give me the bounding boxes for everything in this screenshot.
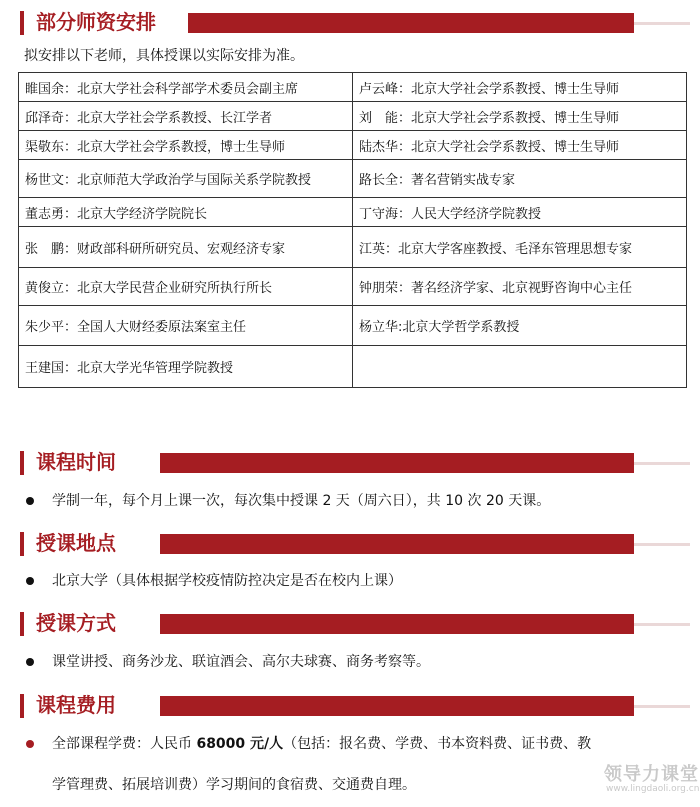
faculty-cell: 睢国余：北京大学社会科学部学术委员会副主席 (19, 73, 353, 102)
section-title: 部分师资安排 (36, 10, 156, 34)
faculty-cell: 渠敬东：北京大学社会学系教授，博士生导师 (19, 131, 353, 160)
table-row (19, 306, 687, 346)
faculty-cell: 朱少平：全国人大财经委原法案室主任 (19, 306, 353, 346)
accent-bar (20, 694, 24, 718)
faculty-cell: 陆杰华：北京大学社会学系教授、博士生导师 (353, 131, 687, 160)
bullet-dot (26, 740, 34, 748)
header-stripe (160, 696, 634, 716)
table-row (19, 346, 687, 388)
table-row (19, 160, 687, 198)
section-header-schedule (0, 446, 700, 478)
faculty-cell: 钟朋荣：著名经济学家、北京视野咨询中心主任 (353, 268, 687, 306)
header-stripe (188, 13, 634, 33)
table-row (19, 268, 687, 306)
table-row (19, 73, 687, 102)
section-title: 授课地点 (36, 531, 116, 555)
header-stripe-tail (634, 22, 690, 25)
watermark-url: www.lingdaoli.org.cn (606, 784, 700, 794)
section-header-faculty (0, 6, 700, 38)
table-row (19, 198, 687, 227)
faculty-cell: 刘 能：北京大学社会学系教授、博士生导师 (353, 102, 687, 131)
accent-bar (20, 612, 24, 636)
fee-text-line2: 学管理费、拓展培训费）学习期间的食宿费、交通费自理。 (52, 777, 416, 793)
faculty-cell (353, 346, 687, 388)
section-header-format (0, 607, 700, 639)
faculty-cell: 丁守海：人民大学经济学院教授 (353, 198, 687, 227)
header-stripe-tail (634, 705, 690, 708)
faculty-cell: 董志勇：北京大学经济学院院长 (19, 198, 353, 227)
faculty-cell: 王建国：北京大学光华管理学院教授 (19, 346, 353, 388)
accent-bar (20, 532, 24, 556)
faculty-intro: 拟安排以下老师，具体授课以实际安排为准。 (24, 48, 304, 64)
fee-amount: 68000 元/人 (196, 736, 284, 752)
faculty-table (18, 72, 687, 388)
bullet-dot (26, 658, 34, 666)
header-stripe-tail (634, 462, 690, 465)
section-header-fee (0, 689, 700, 721)
faculty-cell: 卢云峰：北京大学社会学系教授、博士生导师 (353, 73, 687, 102)
table-row (19, 131, 687, 160)
bullet-dot (26, 577, 34, 585)
header-stripe-tail (634, 543, 690, 546)
watermark-logo (604, 760, 700, 802)
table-row (19, 102, 687, 131)
header-stripe-tail (634, 623, 690, 626)
accent-bar (20, 451, 24, 475)
table-row (19, 227, 687, 268)
format-text: 课堂讲授、商务沙龙、联谊酒会、高尔夫球赛、商务考察等。 (52, 654, 430, 670)
section-title: 授课方式 (36, 611, 116, 635)
header-stripe (160, 614, 634, 634)
section-title: 课程费用 (36, 693, 116, 717)
section-title: 课程时间 (36, 450, 116, 474)
fee-prefix: 全部课程学费：人民币 (52, 736, 197, 752)
faculty-cell: 杨立华:北京大学哲学系教授 (353, 306, 687, 346)
fee-suffix: （包括：报名费、学费、书本资料费、证书费、教 (283, 736, 592, 752)
header-stripe (160, 534, 634, 554)
fee-text (52, 734, 591, 754)
bullet-dot (26, 497, 34, 505)
section-header-location (0, 527, 700, 559)
watermark-text: 领导力课堂 (604, 764, 699, 785)
faculty-cell: 江英：北京大学客座教授、毛泽东管理思想专家 (353, 227, 687, 268)
location-text: 北京大学（具体根据学校疫情防控决定是否在校内上课） (52, 573, 402, 589)
faculty-cell: 路长全：著名营销实战专家 (353, 160, 687, 198)
accent-bar (20, 11, 24, 35)
faculty-cell: 邱泽奇：北京大学社会学系教授、长江学者 (19, 102, 353, 131)
faculty-cell: 张 鹏：财政部科研所研究员、宏观经济专家 (19, 227, 353, 268)
header-stripe (160, 453, 634, 473)
schedule-text: 学制一年，每个月上课一次，每次集中授课 2 天（周六日），共 10 次 20 天课。 (52, 493, 551, 509)
faculty-cell: 黄俊立：北京大学民营企业研究所执行所长 (19, 268, 353, 306)
faculty-cell: 杨世文：北京师范大学政治学与国际关系学院教授 (19, 160, 353, 198)
